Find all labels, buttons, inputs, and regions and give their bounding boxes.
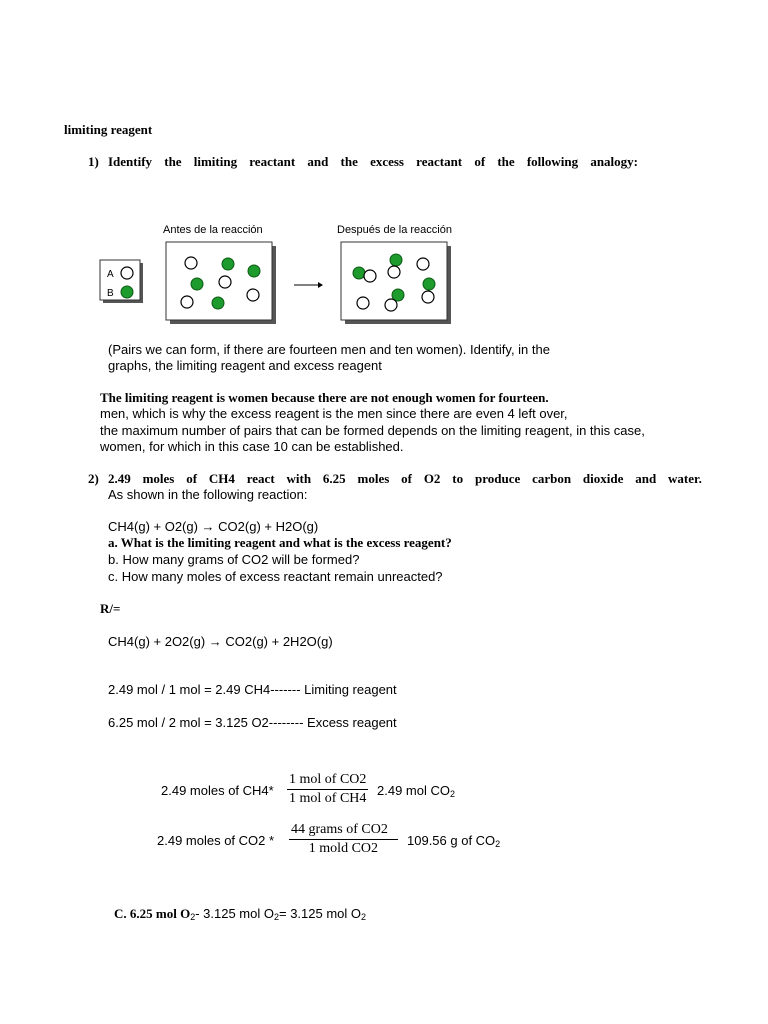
- before-title: Antes de la reacción: [163, 224, 263, 236]
- q2-question-word: of: [186, 471, 198, 486]
- q1-question: [108, 154, 638, 170]
- q1-question-word: reactant: [416, 154, 463, 169]
- q1-question-word: the: [340, 154, 358, 169]
- after-title: Después de la reacción: [337, 224, 452, 236]
- legend-box: [100, 260, 143, 303]
- conv2-numerator: 44 grams of CO2: [289, 822, 398, 840]
- conv1-result: [377, 783, 455, 799]
- q1-number: 1): [88, 154, 99, 169]
- q2-question-word: to: [452, 471, 464, 486]
- q1-question-word: the: [497, 154, 515, 169]
- q1-question-word: reactant: [249, 154, 296, 169]
- q2-question-word: moles: [357, 471, 390, 486]
- q2-question-word: 6.25: [322, 471, 346, 486]
- after-box: [341, 242, 451, 324]
- q2-part-b: b. How many grams of CO2 will be formed?: [108, 552, 360, 567]
- q1-answer-line4: women, for which in this case 10 can be established.: [100, 439, 404, 454]
- legend-b-label: B: [107, 288, 114, 299]
- legend-a-label: A: [107, 269, 114, 280]
- q2-question-word: O2: [423, 471, 441, 486]
- q2-question-word: of: [401, 471, 412, 486]
- q2-question-word: water.: [668, 471, 702, 486]
- after-circle-a: [422, 291, 434, 303]
- after-circle-b: [423, 278, 435, 290]
- conv2-result-text: 109.56 g of CO: [407, 833, 496, 848]
- part-c-answer: [114, 906, 366, 922]
- conv1-fraction: [287, 772, 368, 807]
- before-circle-b: [222, 258, 234, 270]
- calc-line-2: 6.25 mol / 2 mol = 3.125 O2-------- Excess reagent: [108, 715, 397, 730]
- q2-part-c: c. How many moles of excess reactant remain unreacted?: [108, 569, 443, 584]
- part-c-mid: - 3.125 mol O: [195, 906, 274, 921]
- q1-caption-line2: graphs, the limiting reagent and excess reagent: [108, 358, 382, 373]
- q2-line2: As shown in the following reaction:: [108, 487, 308, 502]
- before-box: [166, 242, 276, 324]
- q1-answer-line1: The limiting reagent is women because there are not enough women for fourteen.: [100, 390, 549, 405]
- q1-answer-line2: men, which is why the excess reagent is the men since there are even 4 left over,: [100, 406, 568, 421]
- conv2-denominator: 1 mold CO2: [308, 841, 379, 856]
- conv1-result-text: 2.49 mol CO: [377, 783, 450, 798]
- q1-caption-line1: (Pairs we can form, if there are fourteen men and ten women). Identify, in the: [108, 342, 550, 357]
- q2-question-word: CH4: [208, 471, 235, 486]
- page-heading: limiting reagent: [64, 122, 153, 137]
- q2-question-word: with: [286, 471, 312, 486]
- legend-b-circle: [121, 286, 133, 298]
- conv1-result-sub: 2: [449, 789, 455, 799]
- before-circle-a: [219, 276, 231, 288]
- q2-question-word: dioxide: [582, 471, 624, 486]
- q1-question-word: limiting: [193, 154, 238, 169]
- conv2-fraction: [289, 822, 398, 857]
- after-circle-b: [353, 267, 365, 279]
- reaction-arrow: [294, 282, 323, 288]
- part-c-sub1: 2: [190, 912, 196, 922]
- before-circle-a: [247, 289, 259, 301]
- conv2-result-sub: 2: [495, 839, 501, 849]
- balanced-equation: CH4(g) + 2O2(g) → CO2(g) + 2H2O(g): [108, 634, 333, 649]
- part-c-sub2: 2: [273, 912, 279, 922]
- q2-question-word: react: [246, 471, 275, 486]
- part-c-bold: C. 6.25 mol O: [114, 906, 191, 921]
- q1-question-word: and: [307, 154, 329, 169]
- q1-question-word: Identify: [108, 154, 153, 169]
- q2-question-word: moles: [142, 471, 175, 486]
- q2-number: 2): [88, 471, 99, 486]
- q1-answer-line3: the maximum number of pairs that can be formed depends on the limiting reagent, in this case,: [100, 423, 645, 438]
- q2-question-word: carbon: [532, 471, 572, 486]
- before-circle-a: [181, 296, 193, 308]
- reaction-diagram: [96, 238, 466, 328]
- conv2-left: 2.49 moles of CO2 *: [157, 833, 275, 848]
- q2-question-word: produce: [474, 471, 521, 486]
- after-circle-b: [390, 254, 402, 266]
- part-c-end: = 3.125 mol O: [279, 906, 362, 921]
- after-circle-a: [388, 266, 400, 278]
- q1-question-word: following: [526, 154, 579, 169]
- answer-label: R/=: [100, 601, 121, 616]
- before-circle-b: [191, 278, 203, 290]
- before-circle-b: [212, 297, 224, 309]
- q1-question-word: the: [164, 154, 182, 169]
- after-circle-a: [417, 258, 429, 270]
- q2-question: [108, 471, 702, 487]
- legend-a-circle: [121, 267, 133, 279]
- q1-question-word: analogy:: [590, 154, 638, 169]
- q1-question-word: of: [474, 154, 486, 169]
- q2-reaction: CH4(g) + O2(g) → CO2(g) + H2O(g): [108, 519, 319, 534]
- conv1-denominator: 1 mol of CH4: [289, 791, 367, 806]
- conv1-left: 2.49 moles of CH4*: [161, 783, 274, 798]
- after-circle-a: [364, 270, 376, 282]
- conv2-result: [407, 833, 500, 849]
- calc-line-1: 2.49 mol / 1 mol = 2.49 CH4------- Limiting reagent: [108, 682, 397, 697]
- conv1-numerator: 1 mol of CO2: [287, 772, 368, 790]
- q2-question-word: and: [635, 471, 657, 486]
- after-circle-a: [385, 299, 397, 311]
- before-circle-b: [248, 265, 260, 277]
- q2-question-word: 2.49: [108, 471, 131, 486]
- before-circle-a: [185, 257, 197, 269]
- q2-part-a: a. What is the limiting reagent and what is the excess reagent?: [108, 535, 452, 550]
- after-circle-a: [357, 297, 369, 309]
- part-c-sub3: 2: [361, 912, 367, 922]
- q1-question-word: excess: [370, 154, 404, 169]
